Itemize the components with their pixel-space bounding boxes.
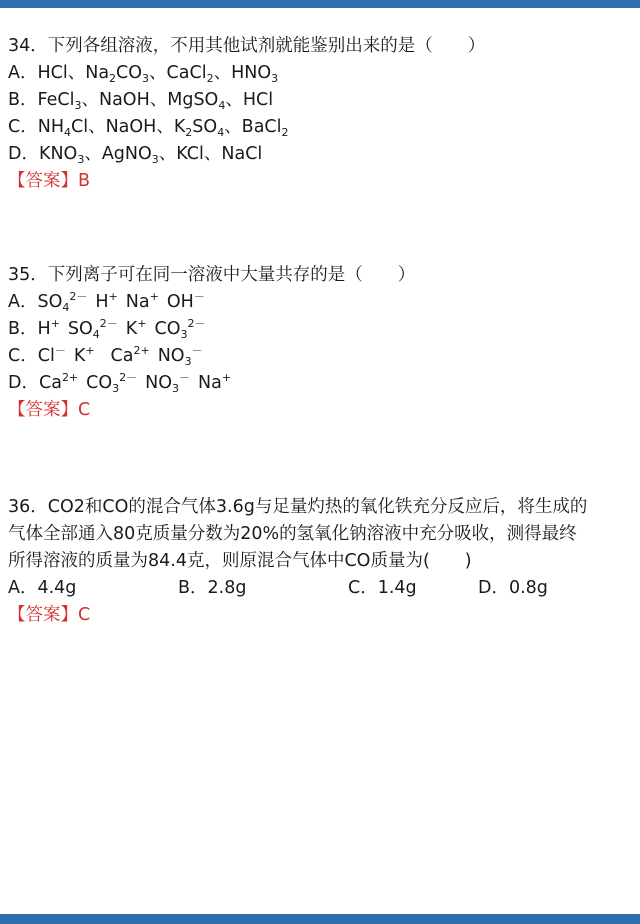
question-stem: 34．下列各组溶液，不用其他试剂就能鉴别出来的是（ ）: [8, 36, 486, 56]
option-b: B．FeCl$_3$、NaOH、MgSO$_4$、HCl: [8, 90, 274, 112]
answer-label: 【答案】B: [8, 171, 91, 191]
top-border-bar: [0, 0, 640, 8]
option-c: C．$NH_4Cl$、NaOH、$K_2SO_4$、BaCl$_2$: [8, 117, 289, 139]
bottom-border-bar: [0, 914, 640, 924]
answer-label: 【答案】C: [8, 605, 91, 625]
question-stem-line-2: 气体全部通入80克质量分数为20%的氢氧化钠溶液中充分吸收，测得最终: [8, 524, 577, 544]
question-36: [8, 494, 628, 629]
option-d: D．$KNO_3$、AgNO$_3$、KCl、NaCl: [8, 144, 263, 166]
option-d: D．$Ca^{2+}$ $CO_3^{2-}$ $NO_3^-$ Na+: [8, 371, 232, 395]
question-35: [8, 262, 628, 424]
question-34: [8, 33, 628, 195]
option-b: B．2.8g: [178, 578, 247, 598]
options-row: [8, 575, 628, 602]
option-a: A．$SO_4^{2-}$ H+ Na+ OH－: [8, 290, 205, 314]
option-a: A．HCl、$Na_2CO_3$、CaCl$_2$、$HNO_3$: [8, 63, 279, 85]
option-a: A．4.4g: [8, 578, 77, 598]
question-stem-line-1: 36．CO2和CO的混合气体3.6g与足量灼热的氧化铁充分反应后，将生成的: [8, 497, 588, 517]
option-c: C．Cl－ K+ $Ca^{2+}$ $NO_3^-$: [8, 344, 203, 368]
option-d: D．0.8g: [478, 578, 548, 598]
option-c: C．1.4g: [348, 578, 417, 598]
question-stem: 35．下列离子可在同一溶液中大量共存的是（ ）: [8, 265, 416, 285]
answer-label: 【答案】C: [8, 400, 91, 420]
option-b: B．H+ $SO_4^{2-}$ K+ $CO_3^{2-}$: [8, 317, 206, 341]
question-stem-line-3: 所得溶液的质量为84.4克，则原混合气体中CO质量为( ): [8, 551, 472, 571]
